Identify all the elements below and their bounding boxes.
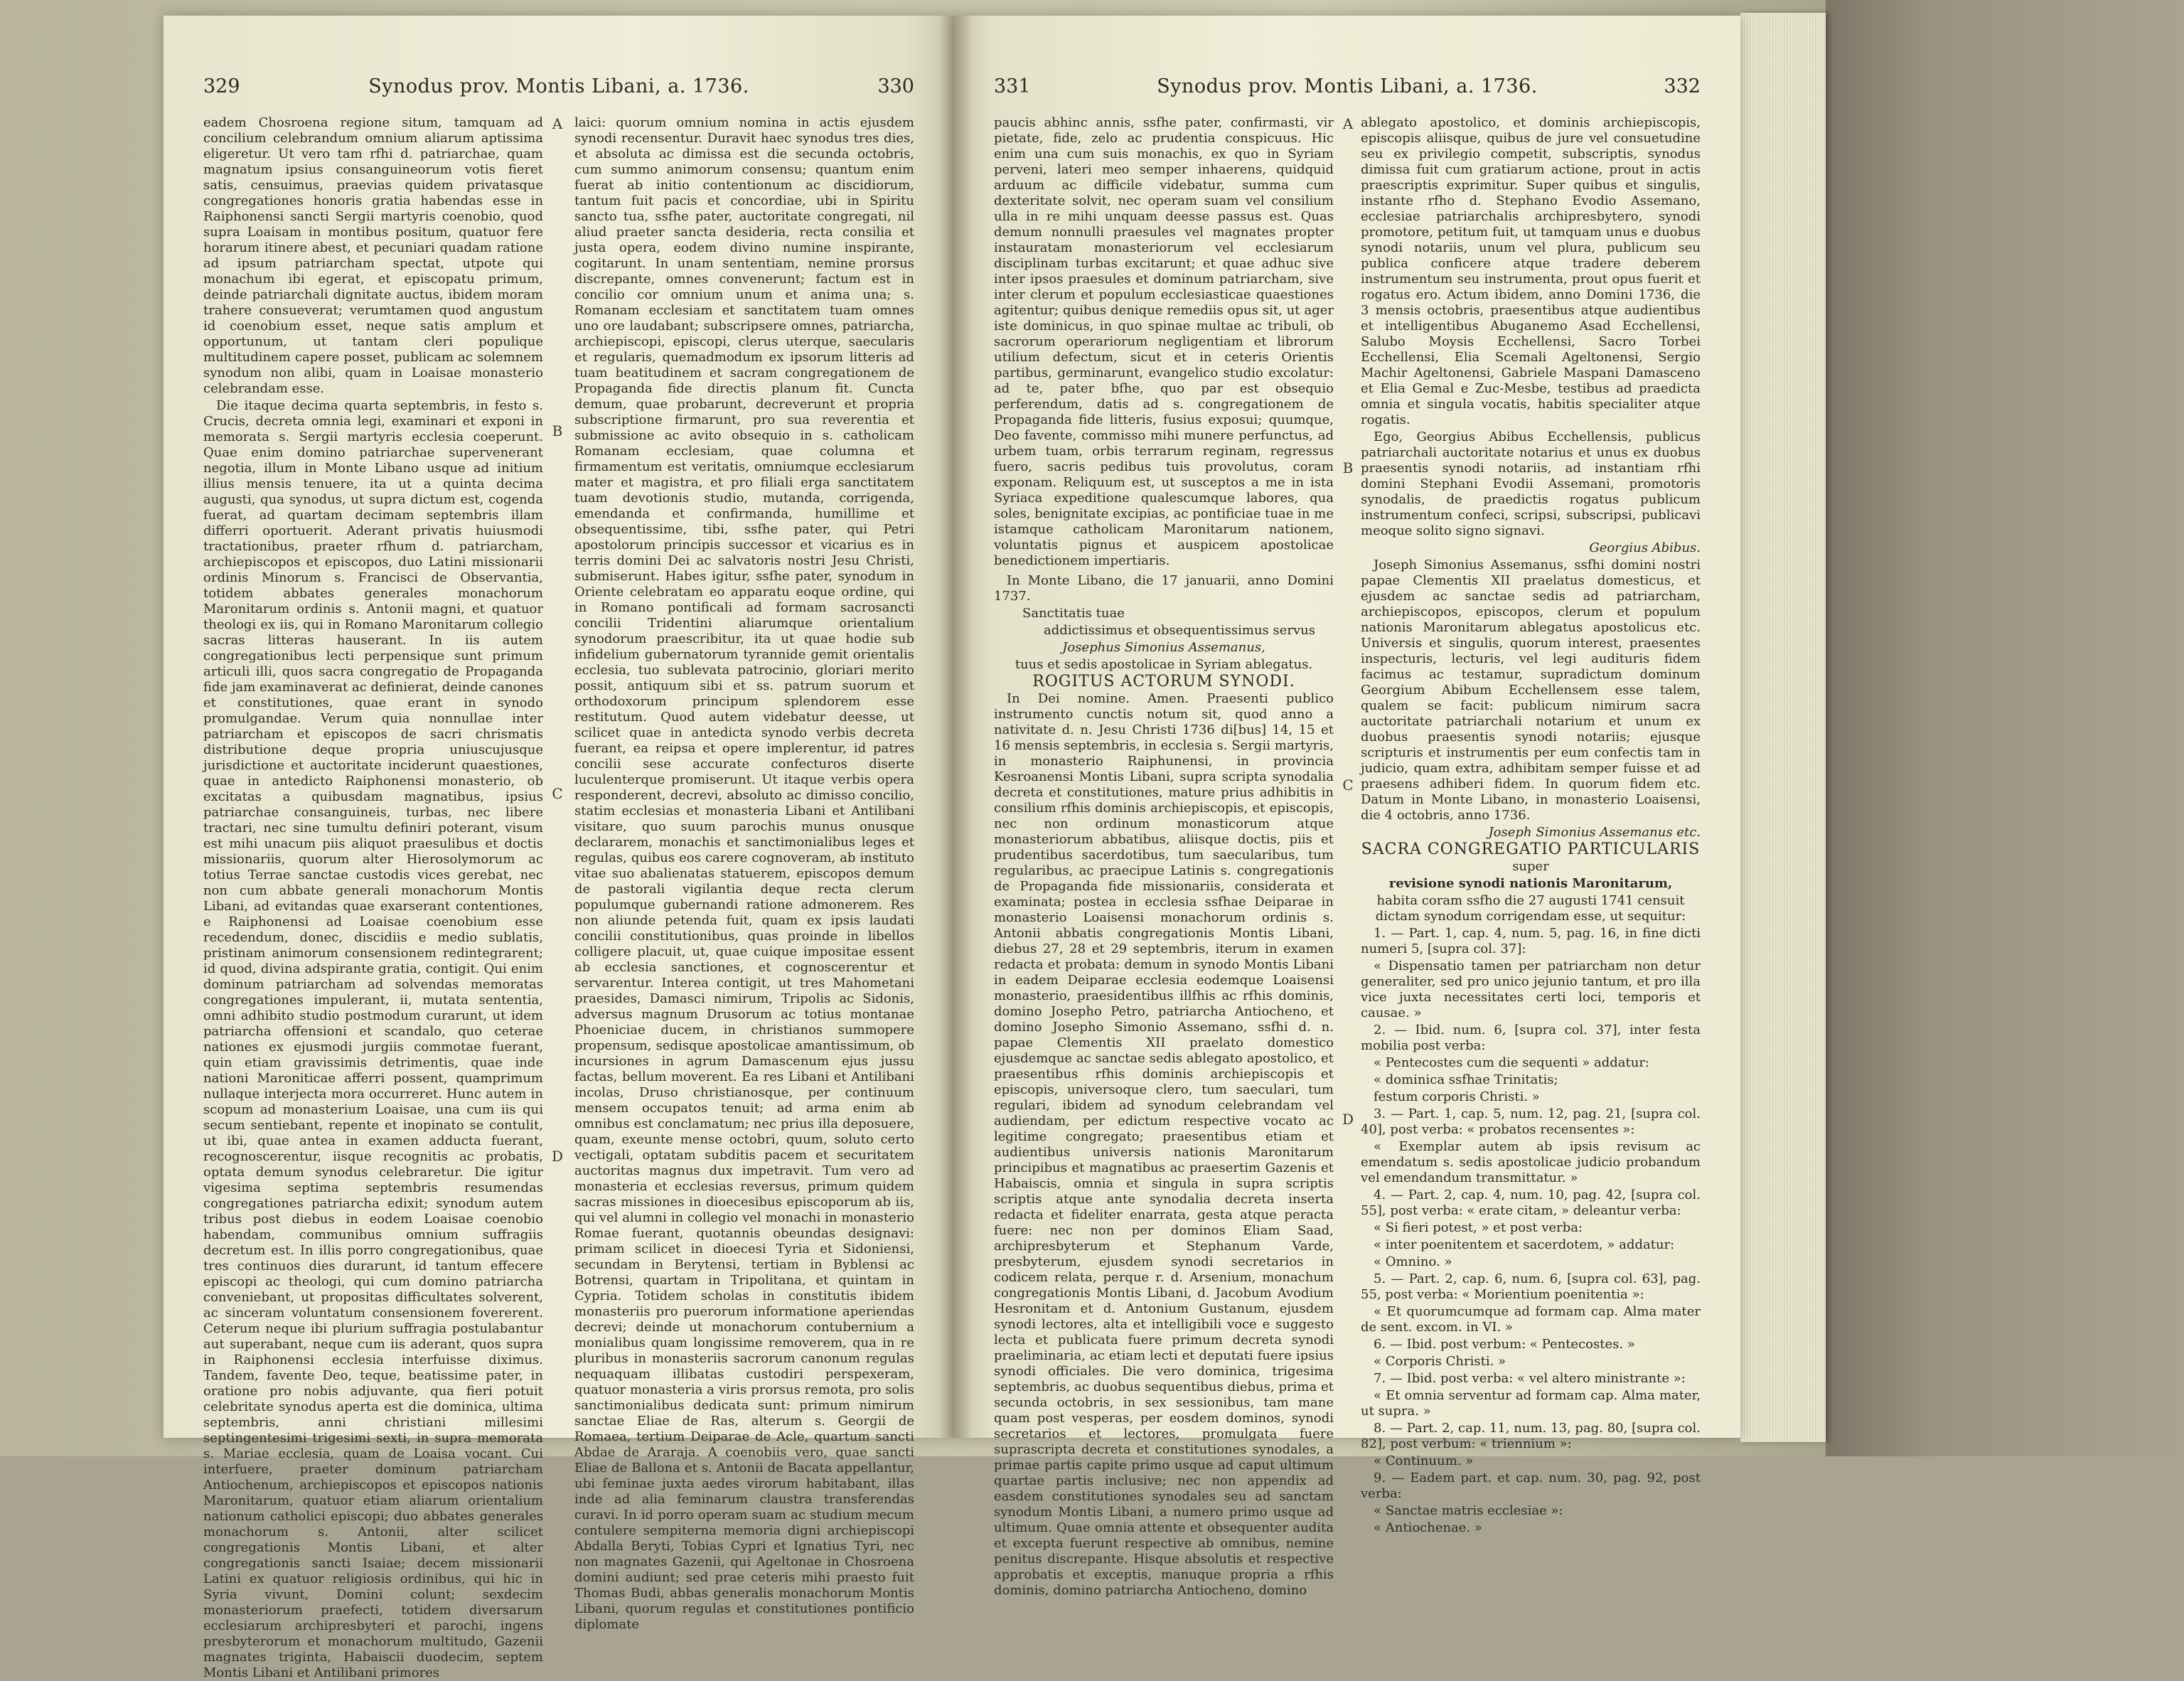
correction-item: « Si fieri potest, » et post verba:	[1374, 1220, 1583, 1235]
correction-item: « Corporis Christi. »	[1374, 1354, 1506, 1369]
column-number-331: 331	[994, 75, 1031, 97]
column-331-text	[994, 115, 1334, 1598]
correction-item: « Continuum. »	[1374, 1453, 1474, 1468]
column-329-text	[203, 115, 543, 1680]
margin-marker-d: D	[551, 1148, 564, 1165]
paragraph: ablegato apostolico, et dominis archiepiscopis, episcopis aliisque, quibus de jure vel consuetudine seu ex privilegio competit, subscriptis, synodus dimissa fuit cum gratiarum actione, prout in actis praescriptis exprimitur. Super quibus et singulis, instante rfho d. Stephano Evodio Assemano, ecclesiae patriarchalis archipresbytero, synodi promotore, petitum fuit, ut tamquam unus e duobus synodi notariis, unum vel plura, publicum seu publica conficere atque tradere deberem instrumentum seu instrumenta, prout opus fuerit et rogatus ero. Actum ibidem, anno Domini 1736, die 3 mensis octobris, praesentibus atque audientibus et intelligentibus Abuganemo Asad Ecchellensi, Salubo Moysis Ecchellensi, Sacro Torbei Ecchellensi, Elia Scemali Ageltonensi, Sergio Machir Ageltonensi, Gabriele Maspani Damasceno et Elia Gemal e Zuc-Mesbe, testibus ad praedicta omnia et singula vocatis, habitis specialiter atque rogatis.	[1361, 115, 1701, 427]
section-intro: habita coram ssfho die 27 augusti 1741 censuit dictam synodum corrigendam esse, ut sequitur:	[1375, 893, 1686, 924]
legate-attestation: Joseph Simonius Assemanus, ssfhi domini nostri papae Clementis XII praelatus domesticus, et ejusdem ac sanctae sedis ad patriarcham, archiepiscopos, episcopos, clerum et populum nationis Maronitarum ablegatus apostolicus etc. Universis et singulis, quorum interest, praesentes inspecturis, lecturis, vel legi audituris fidem facimus ac testamur, supradictum dominum Georgium Abibum Ecchellensem esse talem, qualem se facit: publicum nimirum sacra auctoritate patriarchali notarium et unum ex duobus praesentis synodi notariis; ejusque scripturis et instrumentis per eum confectis tam in judicio, quam extra, adhibitam semper fuisse et ad praesens adhiberi fidem. In quorum fidem etc. Datum in Monte Libano, in monasterio Loaisensi, die 4 octobris, anno 1736.	[1361, 557, 1701, 823]
correction-item: « inter poenitentem et sacerdotem, » addatur:	[1374, 1237, 1675, 1252]
correction-item: « Omnino. »	[1374, 1254, 1452, 1269]
margin-marker-a: A	[552, 115, 563, 132]
margin-marker-c: C	[1342, 777, 1354, 794]
left-running-head	[203, 75, 914, 104]
right-columns	[994, 115, 1701, 1598]
margin-marker-b: B	[1342, 459, 1354, 476]
letter-date: In Monte Libano, die 17 januarii, anno Domini 1737.	[994, 573, 1334, 604]
column-number-332: 332	[1664, 75, 1701, 97]
running-title: Synodus prov. Montis Libani, a. 1736.	[1157, 75, 1538, 97]
correction-item: 9. — Eadem part. et cap. num. 30, pag. 92, post verba:	[1361, 1471, 1701, 1501]
correction-item: 7. — Ibid. post verba: « vel altero ministrante »:	[1374, 1371, 1686, 1386]
section-heading-rogitus: ROGITUS ACTORUM SYNODI.	[1032, 673, 1295, 690]
letter-closing: addictissimus et obsequentissimus servus	[1044, 623, 1316, 638]
correction-item: 2. — Ibid. num. 6, [supra col. 37], inter festa mobilia post verba:	[1361, 1023, 1701, 1053]
correction-item: « Pentecostes cum die sequenti » addatur:	[1374, 1055, 1649, 1070]
paragraph: Die itaque decima quarta septembris, in festo s. Crucis, decreta omnia legi, examinari et exponi in memorata s. Sergii martyris ecclesia coeperunt. Quae enim domino patriarchae supervenerant negotia, illum in Monte Libano usque ad initium illius mensis tenuere, ita ut a quinta decima augusti, qua synodus, ut supra dictum est, cogenda fuerat, ad quartam decimam septembris illam differri oportuerit. Aderant privatis huiusmodi tractationibus, praeter rfhum d. patriarcham, archiepiscopos et episcopos, duo Latini missionarii ordinis Minorum s. Francisci de Observantia, totidem abbates generales monachorum Maronitarum ordinis s. Antonii magni, et quatuor theologi ex iis, qui in Romano Maronitarum collegio sacras litteras hauserant. In iis autem congregationibus lecti perpensique sunt primum articuli illi, quos sacra congregatio de Propaganda fide jam examinaverat ac definierat, deinde canones et constitutiones, quae erant in synodo promulgandae. Verum quia nonnullae inter patriarcham et episcopos de sacri chrismatis distributione deque propria uniuscujusque jurisdictione et auctoritate inciderunt quaestiones, quae in antedicto Raiphonensi monasterio, ob excitatas a quibusdam magnatibus, ipsius patriarchae consanguineis, turbas, nec libere tractari, nec sine tumultu definiri poterant, visum est mihi unacum piis aliquot praesulibus et doctis missionariis, quorum alter Hierosolymorum ac totius Terrae sanctae custodis vices gerebat, nec non cum abbate generali monachorum Montis Libani, ad evitandas quae exarserant contentiones, e Raiphonensi ad Loaisae coenobium esse recedendum, donec, discidiis e medio sublatis, pristinam animorum consensionem redintegrarent; id quod, divina adspirante gratia, contigit. Qui enim dominum patriarcham ad solvendas memoratas congregationes impulerant, ii, mutata sententia, omni adhibito studio postmodum curarunt, ut idem patriarcha offensioni et scandalo, quo ceterae nationes ex ejusmodi jurgiis commotae fuerant, quin etiam gravissimis detrimentis, quae inde nationi Maroniticae afferri possent, quamprimum nullaque interjecta mora occurreret. Hunc autem in scopum ad monasterium Loaisae, una cum iis qui secum sentiebant, repente et inopinato se contulit, ut ibi, quae antea in examen adducta fuerant, recognoscerentur, iisque recognitis ac probatis, optata demum synodus celebraretur. Die igitur vigesima septima septembris resumendas congregationes patriarcha edixit; synodum autem tribus post diebus in eodem Loaisae coenobio habendam, communibus omnium suffragiis decretum est. In illis porro congregationibus, quae tres continuos dies durarunt, id tantum effecere episcopi ac theologi, qui cum domino patriarcha conveniebant, ut propositas difficultates solverent, ac sinceram voluntatum consensionem fovererent. Ceterum neque ibi plurium suffragia postulabantur aut superabant, neque cum iis aderant, quos supra in Raiphonensi ecclesia interfuisse diximus. Tandem, favente Deo, teque, beatissime pater, in oratione pro nobis adjuvante, qua fieri potuit celebritate synodus aperta est die dominica, ultima septembris, anni christiani millesimi septingentesimi trigesimi sexti, in supra memorata s. Mariae ecclesia, quam de Loaisa vocant. Cui interfuere, praeter dominum patriarcham Antiochenum, archiepiscopos et episcopos nationis Maronitarum, quatuor etiam aliarum orientalium nationum catholici episcopi; duo abbates generales monachorum s. Antonii, alter scilicet congregationis Montis Libani, et alter congregationis sancti Isaiae; decem missionarii Latini ex quatuor religiosis ordinibus, qui hic in Syria vivunt, Domini colunt; sexdecim monasteriorum praefecti, totidem diversarum ecclesiarum archipresbyteri et parochi, ingens presbyterorum et monachorum multitudo, Gazenii magnates triginta, Habaiscii duodecim, septem Montis Libani et Antilibani primores	[203, 398, 543, 1680]
column-332-text	[1361, 115, 1701, 1535]
section-subtitle: revisione synodi nationis Maronitarum,	[1388, 876, 1673, 891]
correction-item: 8. — Part. 2, cap. 11, num. 13, pag. 80, [supra col. 82], post verbum: « triennium »:	[1361, 1421, 1701, 1451]
section-heading-congregatio: SACRA CONGREGATIO PARTICULARIS	[1361, 840, 1701, 858]
correction-item: 5. — Part. 2, cap. 6, num. 6, [supra col. 63], pag. 55, post verba: « Morientium poenitentia »:	[1361, 1271, 1701, 1302]
book-gutter-shadow	[938, 16, 973, 1438]
letter-signature: Josephus Simonius Assemanus,	[1062, 640, 1265, 655]
left-columns	[203, 115, 914, 1680]
margin-marker-b: B	[552, 422, 563, 439]
correction-item: « Dispensatio tamen per patriarcham non detur generaliter, sed pro unico jejunio tantum, et pro illa vice juxta necessitates certi loci, temporis et causae. »	[1361, 959, 1701, 1020]
right-page	[954, 16, 1740, 1598]
left-page	[164, 16, 954, 1680]
correction-item: « Antiochenae. »	[1374, 1520, 1482, 1535]
margin-marker-a: A	[1342, 115, 1354, 132]
paragraph: eadem Chosroena regione situm, tamquam ad concilium celebrandum omnium aliarum aptissima eligeretur. Ut vero tam rfhi d. patriarchae, quam magnatum ipsius consanguineorum votis fieret satis, censuimus, praevias quidem privatasque congregationes honoris gratia habendas esse in Raiphonensi sancti Sergii martyris coenobio, quod supra Loaisam in montibus positum, quatuor fere horarum itinere abest, et pecuniari quadam ratione ad ipsum patriarcham spectat, utpote qui monachum ibi egerat, et episcopatu primum, deinde patriarchali dignitate auctus, ibidem moram trahere consueverat; verumtamen quod angustum id coenobium esset, neque satis amplum et opportunum, ut tantam cleri populique multitudinem capere posset, publicam ac solemnem synodum non alibi, quam in Loaisae monasterio celebrandam esse.	[203, 115, 543, 396]
correction-list	[1361, 926, 1701, 1536]
column-number-329: 329	[203, 75, 240, 97]
paragraph: laici: quorum omnium nomina in actis ejusdem synodi recensentur. Duravit haec synodus tres dies, et absoluta ac dimissa est die secunda octobris, cum summo animorum consensu; quantum enim fuerat ab initio contentionum ac discidiorum, tantum fuit pacis et concordiae, ubi in Spiritu sancto tua, ssfhe pater, auctoritate congregati, nil aliud praeter sancta desideria, recta consilia et justa opera, eodem divino numine inspirante, cogitarunt. In unam sententiam, nemine prorsus discrepante, omnes convenerunt; factum est in concilio cor omnium unum et anima una; s. Romanam ecclesiam et sanctitatem tuam omnes uno ore laudabant; subscripsere omnes, patriarcha, archiepiscopi, episcopi, clerus uterque, saecularis et regularis, quemadmodum ex ipsorum litteris ad tuam beatitudinem et sacram congregationem de Propaganda fide directis planum fit. Cuncta demum, quae probarunt, decreverunt et propria subscriptione firmarunt, pro sua reverentia et submissione ac avito obsequio in s. catholicam Romanam ecclesiam, quae columna et firmamentum est veritatis, omniumque ecclesiarum mater et magistra, et pro filiali erga sanctitatem tuam devotionis studio, mutanda, corrigenda, emendanda et confirmanda, humillime et obsequentissime, tibi, ssfhe pater, qui Petri apostolorum principis successor et vicarius es in terris domini Dei ac salvatoris nostri Jesu Christi, submiserunt. Habes igitur, ssfhe pater, synodum in Oriente celebratam eo apparatu eoque ordine, qui in Romano pontificali ad formam sacrosancti concilii Tridentini aliarumque orientalium synodorum praescribitur, ita ut quae hodie sub infidelium gubernatorum tyrannide gemit orientalis ecclesia, tuo sublevata patrocinio, gloriari merito possit, antiquum sibi et ss. patrum suorum et orthodoxorum principum splendorem esse restitutum. Quod autem videbatur deesse, ut scilicet quae in antedicta synodo verbis decreta fuerant, ea reipsa et opere implerentur, id patres concilii sese accurate confecturos diserte luculenterque promiserunt. Ut itaque verbis opera responderent, decrevi, absoluto ac dimisso concilio, statim ecclesias et monasteria Libani et Antilibani visitare, quo suum parochis munus onusque declararem, monachis et sanctimonialibus leges et regulas, quibus eos carere cognoveram, ab instituto vitae suo abalienatas statuerem, episcopos demum de pastorali vigilantia deque recta clerum populumque gubernandi ratione admonerem. Res non aliunde petenda fuit, quam ex ipsis laudati concilii constitutionibus, quas proinde in libellos colligere placuit, ut, quae cuique impositae essent ab ecclesia sanctiones, et cognoscerentur et servarentur. Interea contigit, ut tres Mahometani praesides, Damasci nimirum, Tripolis ac Sidonis, adversus magnum Drusorum ac totius montanae Phoeniciae ducem, in christianos summopere propensum, sedisque apostolicae amantissimum, ob incursiones in agrum Damascenum ejus jussu factas, bellum moverent. Ea res Libani et Antilibani incolas, Druso christianosque, per continuum mensem occupatos tenuit; ad arma enim ab omnibus est conclamatum; nec prius illa deposuere, quam, exeunte mense octobri, quum, soluto certo vectigali, optatam subditis pacem et securitatem auctoritas magnus dux impetravit. Tum vero ad monasteria et ecclesias reversus, primum quidem sacras missiones in dioecesibus episcoporum ab iis, qui vel alumni in collegio vel monachi in monasterio Romae fuerant, quotannis obeundas designavi: primam scilicet in dioecesi Tyria et Sidoniensi, secundam in Berytensi, tertiam in Byblensi ac Botrensi, quartam in Tripolitana, et quintam in Cypria. Totidem scholas in constitutis ibidem monasteriis pro puerorum informatione aperiendas decrevi; deinde ut monachorum contubernium a monialibus quam longissime removerem, qua in re pluribus in monasteriis sacrorum canonum regulas nequaquam illibatas custodiri perspexeram, quatuor monasteria a viris prorsus remota, pro solis sanctimonialibus dedicata sunt: primum nimirum sanctae Eliae de Ras, alterum s. Georgii de Romaea, tertium Deiparae de Acle, quartum sancti Abdae de Araraja. A coenobiis vero, quae sancti Eliae de Ballona et s. Antonii de Bacata appellantur, ubi feminae juxta aedes virorum habitabant, illas inde ad alia feminarum claustra transferendas curavi. In id porro operam suam ac studium mecum contulere sempiterna memoria digni archiepiscopi Abdalla Beryti, Tobias Cypri et Ignatius Tyri, nec non magnates Gazenii, qui Ageltonae in Chosroena domini audiunt; sed prae ceteris mihi praesto fuit Thomas Budi, abbas generalis monachorum Montis Libani, quorum regulas et constitutiones pontificio diplomate	[574, 115, 914, 1632]
letter-signature-subline: tuus et sedis apostolicae in Syriam ablegatus.	[1015, 657, 1313, 672]
correction-item: 6. — Ibid. post verbum: « Pentecostes. »	[1374, 1337, 1635, 1352]
correction-item: festum corporis Christi. »	[1374, 1089, 1540, 1104]
running-title: Synodus prov. Montis Libani, a. 1736.	[368, 75, 749, 97]
notary-signature: Georgius Abibus.	[1589, 540, 1701, 555]
right-running-head	[994, 75, 1701, 104]
rogitus-text: In Dei nomine. Amen. Praesenti publico instrumento cunctis notum sit, quod anno a nativitate d. n. Jesu Christi 1736 di[bus] 14, 15 et 16 mensis septembris, in ecclesia s. Sergii martyris, in monasterio Raiphunensi, in provincia Kesroanensi Montis Libani, supra scripta synodalia decreta et constitutiones, mature prius adhibitis in consilium rfhis dominis archiepiscopis, et episcopis, nec non ordinum monasticorum atque monasteriorum abbatibus, aliisque doctis, piis et prudentibus sacerdotibus, tum saecularibus, tum regularibus, ac praecipue Latinis s. congregationis de Propaganda fide missionariis, considerata et examinata; postea in ecclesia ssfhae Deiparae in monasterio Loaisensi monachorum ordinis s. Antonii abbatis congregationis Montis Libani, diebus 27, 28 et 29 septembris, iterum in examen redacta et probata: demum in synodo Montis Libani in eadem Deiparae ecclesia eodemque Loaisensi monasterio, praesidentibus illfhis ac rfhis dominis, domino Josepho Petro, patriarcha Antiocheno, et domino Josepho Simonio Assemano, ssfhi d. n. papae Clementis XII praelato domestico ejusdemque ac sanctae sedis ablegato apostolico, et praesentibus rfhis dominis archiepiscopis et episcopis, universoque clero, tum saeculari, tum regulari, ibidem ad synodum celebrandam vel audiendam, per edictum respective vocato ac legitime congregato; praesentibus etiam et audientibus universis nationis Maronitarum principibus et magnatibus ac praesertim Gazenis et Habaiscis, omnia et singula in supra scriptis scriptis atque ante synodalia decreta inserta redacta et fideliter enarrata, gesta atque peracta fuere: nec non per dominos Eliam Saad, archipresbyterum et Stephanum Varde, presbyterum, ejusdem synodi secretarios in codicem relata, perque r. d. Arsenium, monachum congregationis Montis Libani, d. Jacobum Avodium Hesronitam et d. Antonium Gustanum, ejusdem synodi lectores, alta et intelligibili voce e suggesto lecta et publicata fuere primum decreta synodi praeliminaria, ac etiam lecti et deputati fuere ipsius synodi officiales. Die vero dominica, trigesima septembris, ac duobus sequentibus diebus, prima et secunda octobris, in sex sessionibus, tam mane quam post vesperas, per eosdem dominos, synodi secretarios et lectores, promulgata fuere suprascripta decreta et constitutiones synodales, a primae partis capite primo usque ad caput ultimum quartae partis inclusive; nec non appendix ad easdem constitutiones synodales seu ad sanctam synodum Montis Libani, a numero primo usque ad ultimum. Quae omnia attente et obsequenter audita et excepta fuerunt respective ab omnibus, nemine penitus discrepante. Hisque absolutis et respective approbatis et exceptis, manuque propria a rfhis dominis, domino patriarcha Antiocheno, domino	[994, 691, 1334, 1598]
correction-item: « dominica ssfhae Trinitatis;	[1374, 1072, 1558, 1087]
correction-item: « Et quorumcumque ad formam cap. Alma mater de sent. excom. in VI. »	[1361, 1304, 1701, 1335]
book-page-edges	[1740, 13, 1826, 1442]
letter-closing: Sanctitatis tuae	[1022, 606, 1125, 621]
correction-item: 1. — Part. 1, cap. 4, num. 5, pag. 16, in fine dicti numeri 5, [supra col. 37]:	[1361, 926, 1701, 956]
book-cover	[1826, 0, 2184, 1456]
column-330-text	[574, 115, 914, 1632]
margin-marker-c: C	[552, 785, 563, 802]
margin-marker-d: D	[1342, 1111, 1354, 1128]
correction-item: « Sanctae matris ecclesiae »:	[1374, 1503, 1563, 1518]
correction-item: 4. — Part. 2, cap. 4, num. 10, pag. 42, [supra col. 55], post verba: « erate citam, » deleantur verba:	[1361, 1188, 1701, 1218]
section-super: super	[1512, 859, 1549, 874]
letter-conclusion: paucis abhinc annis, ssfhe pater, confirmasti, vir pietate, fide, zelo ac prudentia conspicuus. Hic enim una cum suis monachis, ex quo in Syriam perveni, lateri meo semper inhaerens, quidquid arduum ac difficile videbatur, summa cum dexteritate solvit, nec operam suam vel consilium ulla in re mihi unquam deesse passus est. Quas demum nonnulli praesules vel magnates propter instauratam monasteriorum vel ecclesiarum disciplinam turbas excitarunt; et quae adhuc sive inter ipsos praesules et dominum patriarcham, sive inter clerum et populum ecclesiasticae quaestiones agitentur; quibus denique remediis opus sit, ut ager iste dominicus, in quo spinae multae ac tribuli, ob sacrorum operariorum negligentiam et librorum utilium defectum, sicut et in ceteris Orientis partibus, germinarunt, evangelico studio excolatur: ad te, pater bfhe, quo par est obsequio perferendum, datis ad s. congregationem de Propaganda fide litteris, fusius exposui; quumque, Deo favente, commisso mihi munere perfunctus, ad urbem tuam, orbis terrarum reginam, regressus fuero, sacris pedibus tuis provolutus, coram exponam. Reliquum est, ut susceptos a me in ista Syriaca expeditione qualescumque labores, qua soles, benignitate excipias, ac pontificiae tuae in me istamque catholicam Maronitarum nationem, voluntatis pignus et auspicem apostolicae benedictionem impertiaris.	[994, 115, 1334, 568]
column-number-330: 330	[877, 75, 914, 97]
correction-item: « Et omnia serventur ad formam cap. Alma mater, ut supra. »	[1361, 1388, 1701, 1419]
correction-item: 3. — Part. 1, cap. 5, num. 12, pag. 21, [supra col. 40], post verba: « probatos recensentes »:	[1361, 1106, 1701, 1137]
correction-item: « Exemplar autem ab ipsis revisum ac emendatum s. sedis apostolicae judicio probandum vel emendandum transmittatur. »	[1361, 1139, 1701, 1185]
legate-signature: Joseph Simonius Assemanus etc.	[1488, 825, 1701, 840]
notary-statement: Ego, Georgius Abibus Ecchellensis, publicus patriarchali auctoritate notarius et unus ex duobus praesentis synodi notariis, ad instantiam rfhi domini Stephani Evodii Assemani, promotoris synodalis, de praedictis rogatus publicum instrumentum confeci, scripsi, subscripsi, publicavi meoque solito signo signavi.	[1361, 429, 1701, 538]
